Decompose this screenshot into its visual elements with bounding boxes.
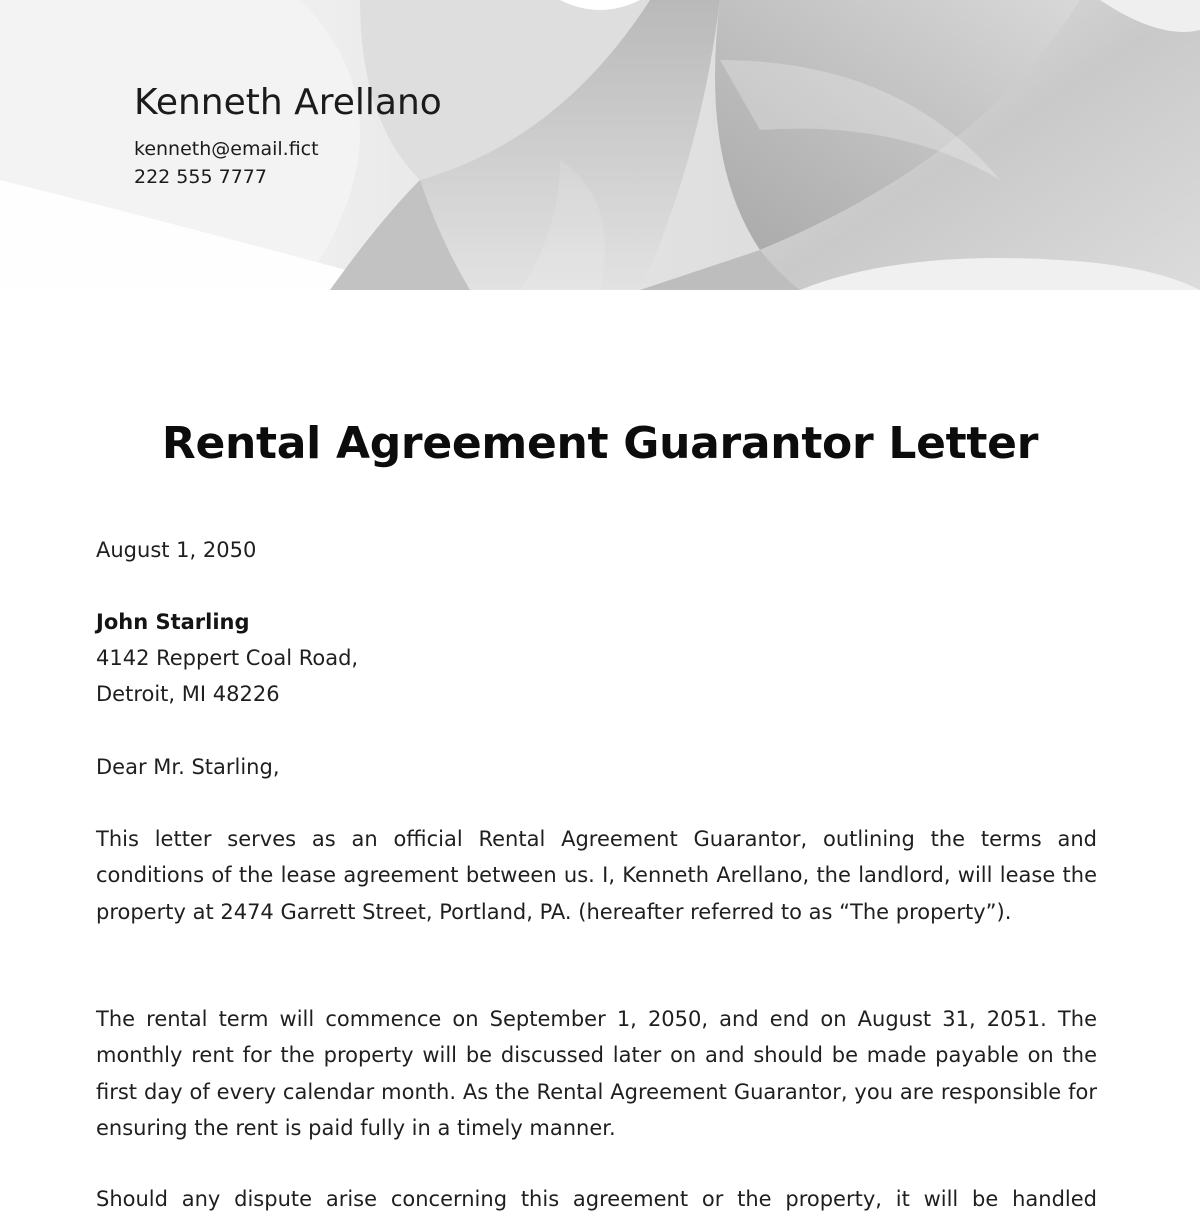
sender-phone: 222 555 7777 xyxy=(134,166,267,188)
recipient-name: John Starling xyxy=(96,610,250,634)
salutation: Dear Mr. Starling, xyxy=(96,755,280,779)
letter-date: August 1, 2050 xyxy=(96,538,257,562)
sender-name: Kenneth Arellano xyxy=(134,82,442,123)
recipient-address-line1: 4142 Reppert Coal Road, xyxy=(96,646,359,670)
body-paragraph-1: This letter serves as an official Rental Agreement Guarantor, outlining the terms and conditions of the lease agreement between us. I, Kenneth Arellano, the landlord, will lease the property at 2474 Garrett Street, Portland, PA. (hereafter referred to as “The property”). xyxy=(96,827,1097,924)
sender-email: kenneth@email.fict xyxy=(134,138,319,160)
body-paragraph-2: The rental term will commence on September 1, 2050, and end on August 31, 2051. The monthly rent for the property will be discussed later on and should be made payable on the first day of every calendar month. As the Rental Agreement Guarantor, you are responsible for ensuring the rent is paid fully in a timely manner. xyxy=(96,1007,1097,1141)
document-title: Rental Agreement Guarantor Letter xyxy=(161,418,1039,469)
body-paragraph-3: Should any dispute arise concerning this agreement or the property, it will be handled xyxy=(96,1187,1097,1211)
recipient-address-line2: Detroit, MI 48226 xyxy=(96,682,280,706)
letterhead-banner xyxy=(0,0,1200,290)
